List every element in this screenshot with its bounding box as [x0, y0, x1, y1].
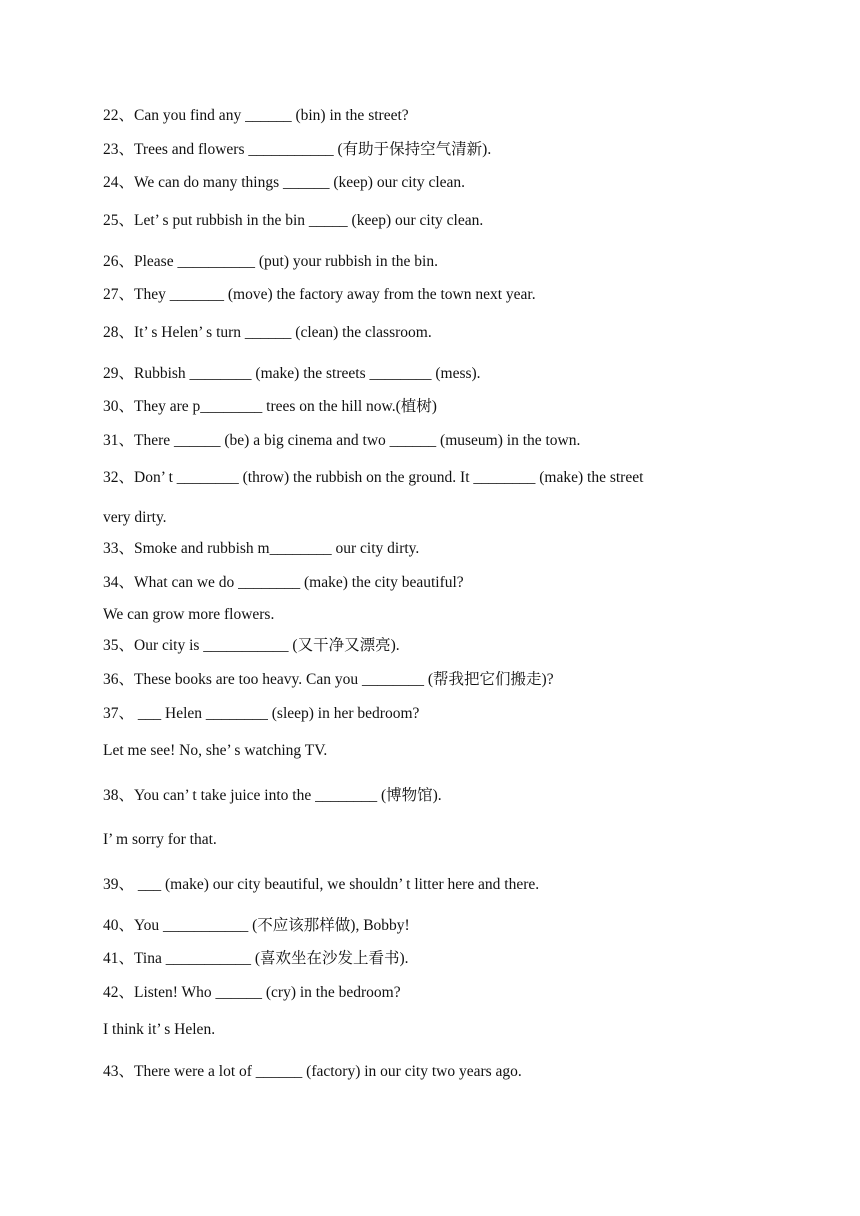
question-38: 38、You can’ t take juice into the ________ (博物馆). [103, 787, 442, 804]
question-43: 43、There were a lot of ______ (factory) in our city two years ago. [103, 1063, 522, 1080]
question-23: 23、Trees and flowers ___________ (有助于保持空气清新). [103, 141, 492, 158]
question-22: 22、Can you find any ______ (bin) in the street? [103, 107, 409, 124]
question-24: 24、We can do many things ______ (keep) our city clean. [103, 174, 466, 191]
question-27: 27、They _______ (move) the factory away from the town next year. [103, 286, 536, 303]
question-31: 31、There ______ (be) a big cinema and two ______ (museum) in the town. [103, 432, 581, 449]
question-33: 33、Smoke and rubbish m________ our city dirty. [103, 540, 420, 557]
question-32: 32、Don’ t ________ (throw) the rubbish on the ground. It ________ (make) the street [103, 469, 644, 486]
question-32-cont: very dirty. [103, 509, 167, 526]
question-26: 26、Please __________ (put) your rubbish in the bin. [103, 253, 438, 270]
question-35: 35、Our city is ___________ (又干净又漂亮). [103, 637, 400, 654]
answer-37: Let me see! No, she’ s watching TV. [103, 742, 328, 759]
question-42: 42、Listen! Who ______ (cry) in the bedroom? [103, 984, 401, 1001]
question-25: 25、Let’ s put rubbish in the bin _____ (keep) our city clean. [103, 212, 484, 229]
answer-34: We can grow more flowers. [103, 606, 275, 623]
answer-42: I think it’ s Helen. [103, 1021, 216, 1038]
question-29: 29、Rubbish ________ (make) the streets ________ (mess). [103, 365, 481, 382]
question-36: 36、These books are too heavy. Can you ________ (帮我把它们搬走)? [103, 671, 554, 688]
question-37: 37、 ___ Helen ________ (sleep) in her bedroom? [103, 705, 420, 722]
question-41: 41、Tina ___________ (喜欢坐在沙发上看书). [103, 950, 409, 967]
question-34: 34、What can we do ________ (make) the city beautiful? [103, 574, 464, 591]
answer-38: I’ m sorry for that. [103, 831, 217, 848]
question-30: 30、They are p________ trees on the hill now.(植树) [103, 398, 437, 415]
question-28: 28、It’ s Helen’ s turn ______ (clean) the classroom. [103, 324, 432, 341]
question-40: 40、You ___________ (不应该那样做), Bobby! [103, 917, 410, 934]
question-39: 39、 ___ (make) our city beautiful, we shouldn’ t litter here and there. [103, 876, 540, 893]
